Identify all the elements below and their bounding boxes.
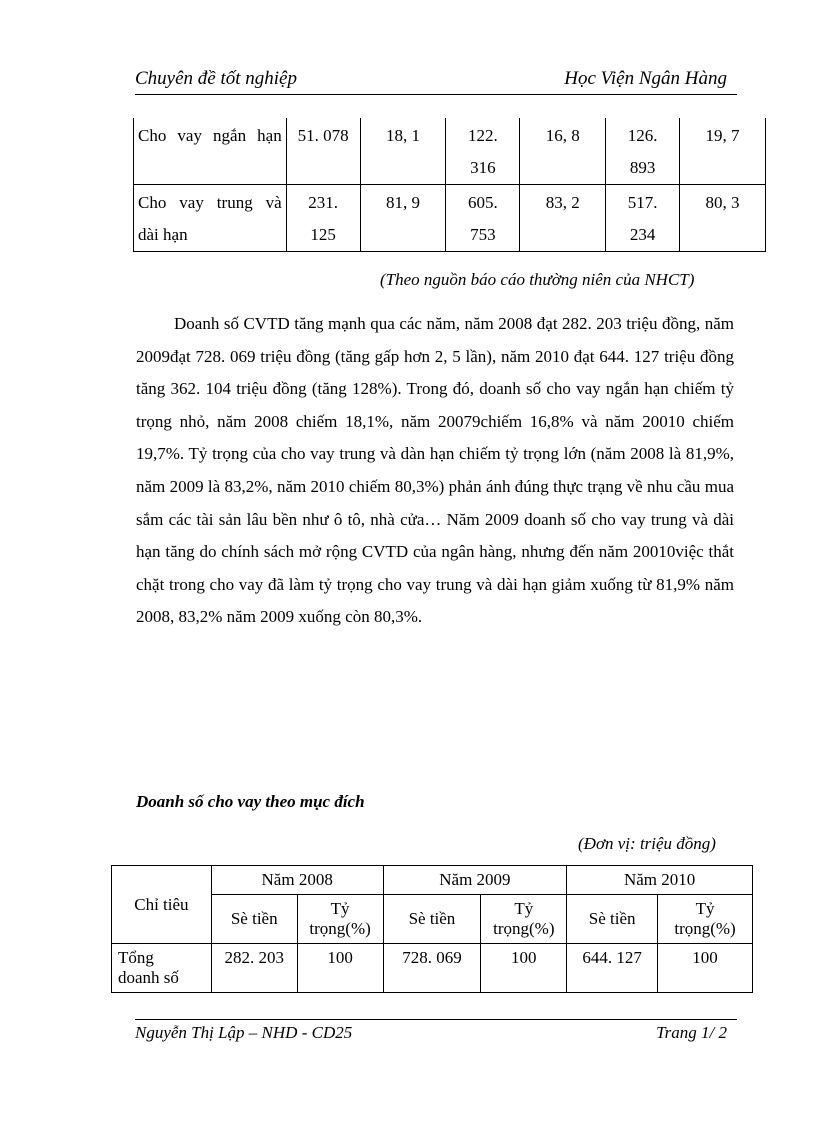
page-footer [135,1023,737,1047]
table-cell: 80, 3 [680,185,766,252]
table-cell: 18, 1 [360,118,446,185]
subheader-ratio: Tỷ trọng(%) [481,895,567,944]
year-header: Năm 2008 [211,866,383,895]
body-paragraph: Doanh số CVTD tăng mạnh qua các năm, năm 2008 đạt 282. 203 triệu đồng, năm 2009đạt 728. 069 triệu đồng (tăng gấp hơn 2, 5 lần), năm 2010 đạt 644. 127 triệu đồng tăng 362. 104 triệu đồng (tăng 128%). Trong đó, doanh số cho vay ngắn hạn chiếm tỷ trọng nhỏ, năm 2008 chiếm 18,1%, năm 20079chiếm 16,8% và năm 20010 chiếm 19,7%. Tỷ trọng của cho vay trung và dàn hạn chiếm tỷ trọng lớn (năm 2008 là 81,9%, năm 2009 là 83,2%, năm 2010 chiếm 80,3%) phản ánh đúng thực trạng về nhu cầu mua sắm các tài sản lâu bền như ô tô, nhà cửa… Năm 2009 doanh số cho vay trung và dài hạn tăng do chính sách mở rộng CVTD của ngân hàng, nhưng đến năm 20010việc thắt chặt trong cho vay đã làm tỷ trọng cho vay trung và dài hạn giảm xuống từ 81,9% năm 2008, 83,2% năm 2009 xuống còn 80,3%. [136,314,734,627]
table-cell: 517. 234 [606,185,680,252]
table-cell: 231. 125 [286,185,360,252]
year-header: Năm 2010 [567,866,753,895]
footer-divider [135,1019,737,1020]
row-label-long-term: Cho vay trung và dài hạn [134,185,287,252]
header-institution: Học Viện Ngân Hàng [564,68,727,89]
column-header-indicator: Chỉ tiêu [112,866,212,944]
header-document-type: Chuyên đề tốt nghiệp [135,68,297,89]
table-cell: 81, 9 [360,185,446,252]
page-number: Trang 1/ 2 [656,1023,727,1042]
subheader-amount: Sè tiền [567,895,658,944]
table-cell: 51. 078 [286,118,360,185]
row-label-short-term: Cho vay ngắn hạn [134,118,287,185]
section-title: Doanh số cho vay theo mục đích [136,792,365,811]
table-cell: 100 [658,944,753,993]
subheader-ratio: Tỷ trọng(%) [658,895,753,944]
unit-note: (Đơn vị: triệu đồng) [578,834,716,853]
page-header [135,66,737,95]
table-cell: 282. 203 [211,944,297,993]
table-cell: 122. 316 [446,118,520,185]
table-cell: 83, 2 [520,185,606,252]
subheader-amount: Sè tiền [383,895,481,944]
table-row [112,944,753,993]
subheader-amount: Sè tiền [211,895,297,944]
year-header: Năm 2009 [383,866,567,895]
table-cell: 126. 893 [606,118,680,185]
table-cell: 728. 069 [383,944,481,993]
table-header-row [112,866,753,895]
table-cell: 19, 7 [680,118,766,185]
table-cell: 644. 127 [567,944,658,993]
table-cell: 100 [297,944,383,993]
table-cell: 100 [481,944,567,993]
row-label-total: Tổng doanh số [112,944,212,993]
table-cell: 605. 753 [446,185,520,252]
table-row [134,118,766,185]
subheader-ratio: Tỷ trọng(%) [297,895,383,944]
footer-author: Nguyễn Thị Lập – NHD - CD25 [135,1023,353,1042]
table-row [134,185,766,252]
table-cell: 16, 8 [520,118,606,185]
loan-term-table [133,118,766,252]
source-note: (Theo nguồn báo cáo thường niên của NHCT) [380,270,695,289]
loan-purpose-table [111,865,753,993]
